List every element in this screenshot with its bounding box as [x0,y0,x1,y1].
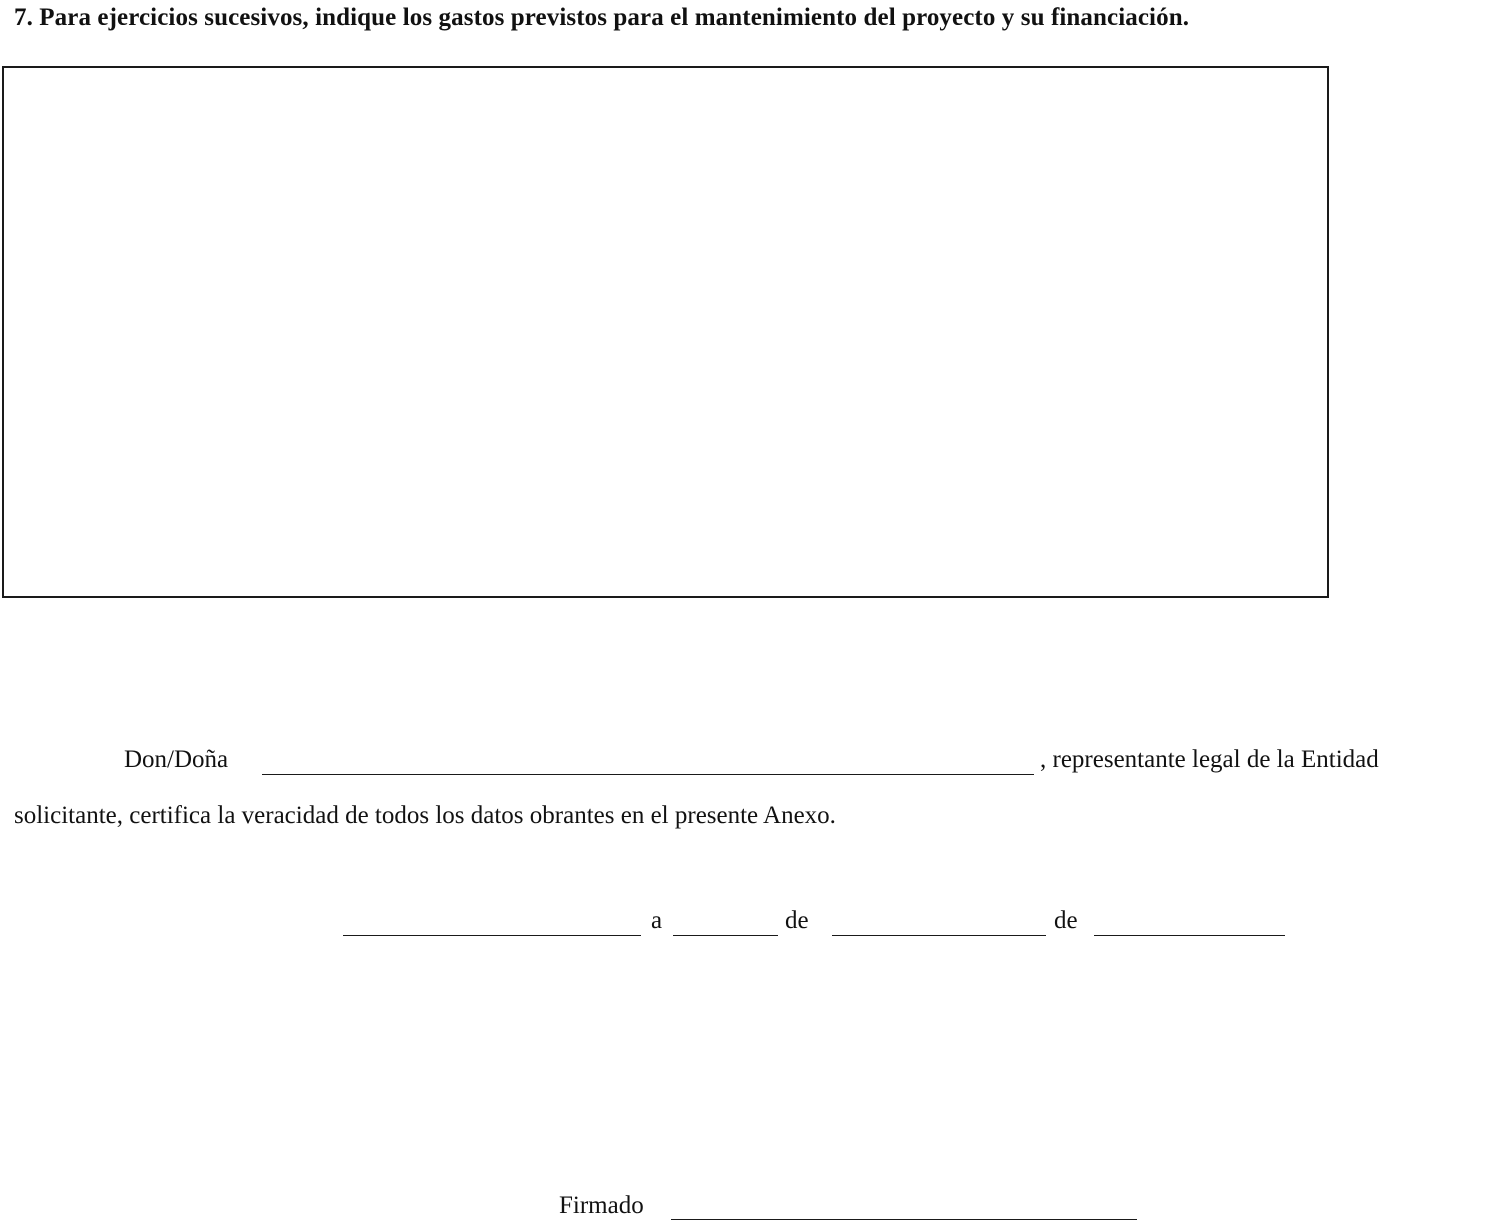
section-heading: 7. Para ejercicios sucesivos, indique los gastos previstos para el mantenimiento del proyecto y su financiación. [14,4,1190,31]
representative-text: , representante legal de la Entidad [1040,746,1379,773]
don-dona-label: Don/Doña [124,746,229,773]
de-label-2: de [1054,907,1078,934]
signature-label: Firmado [559,1192,644,1219]
place-field[interactable] [343,935,641,936]
year-field[interactable] [1094,935,1285,936]
certification-continuation: solicitante, certifica la veracidad de todos los datos obrantes en el presente Anexo. [14,802,836,829]
representative-name-field[interactable] [262,774,1034,775]
a-label: a [651,907,663,934]
day-field[interactable] [673,935,778,936]
month-field[interactable] [832,935,1046,936]
answer-box[interactable] [2,66,1329,598]
de-label-1: de [785,907,809,934]
signature-field[interactable] [671,1219,1137,1220]
